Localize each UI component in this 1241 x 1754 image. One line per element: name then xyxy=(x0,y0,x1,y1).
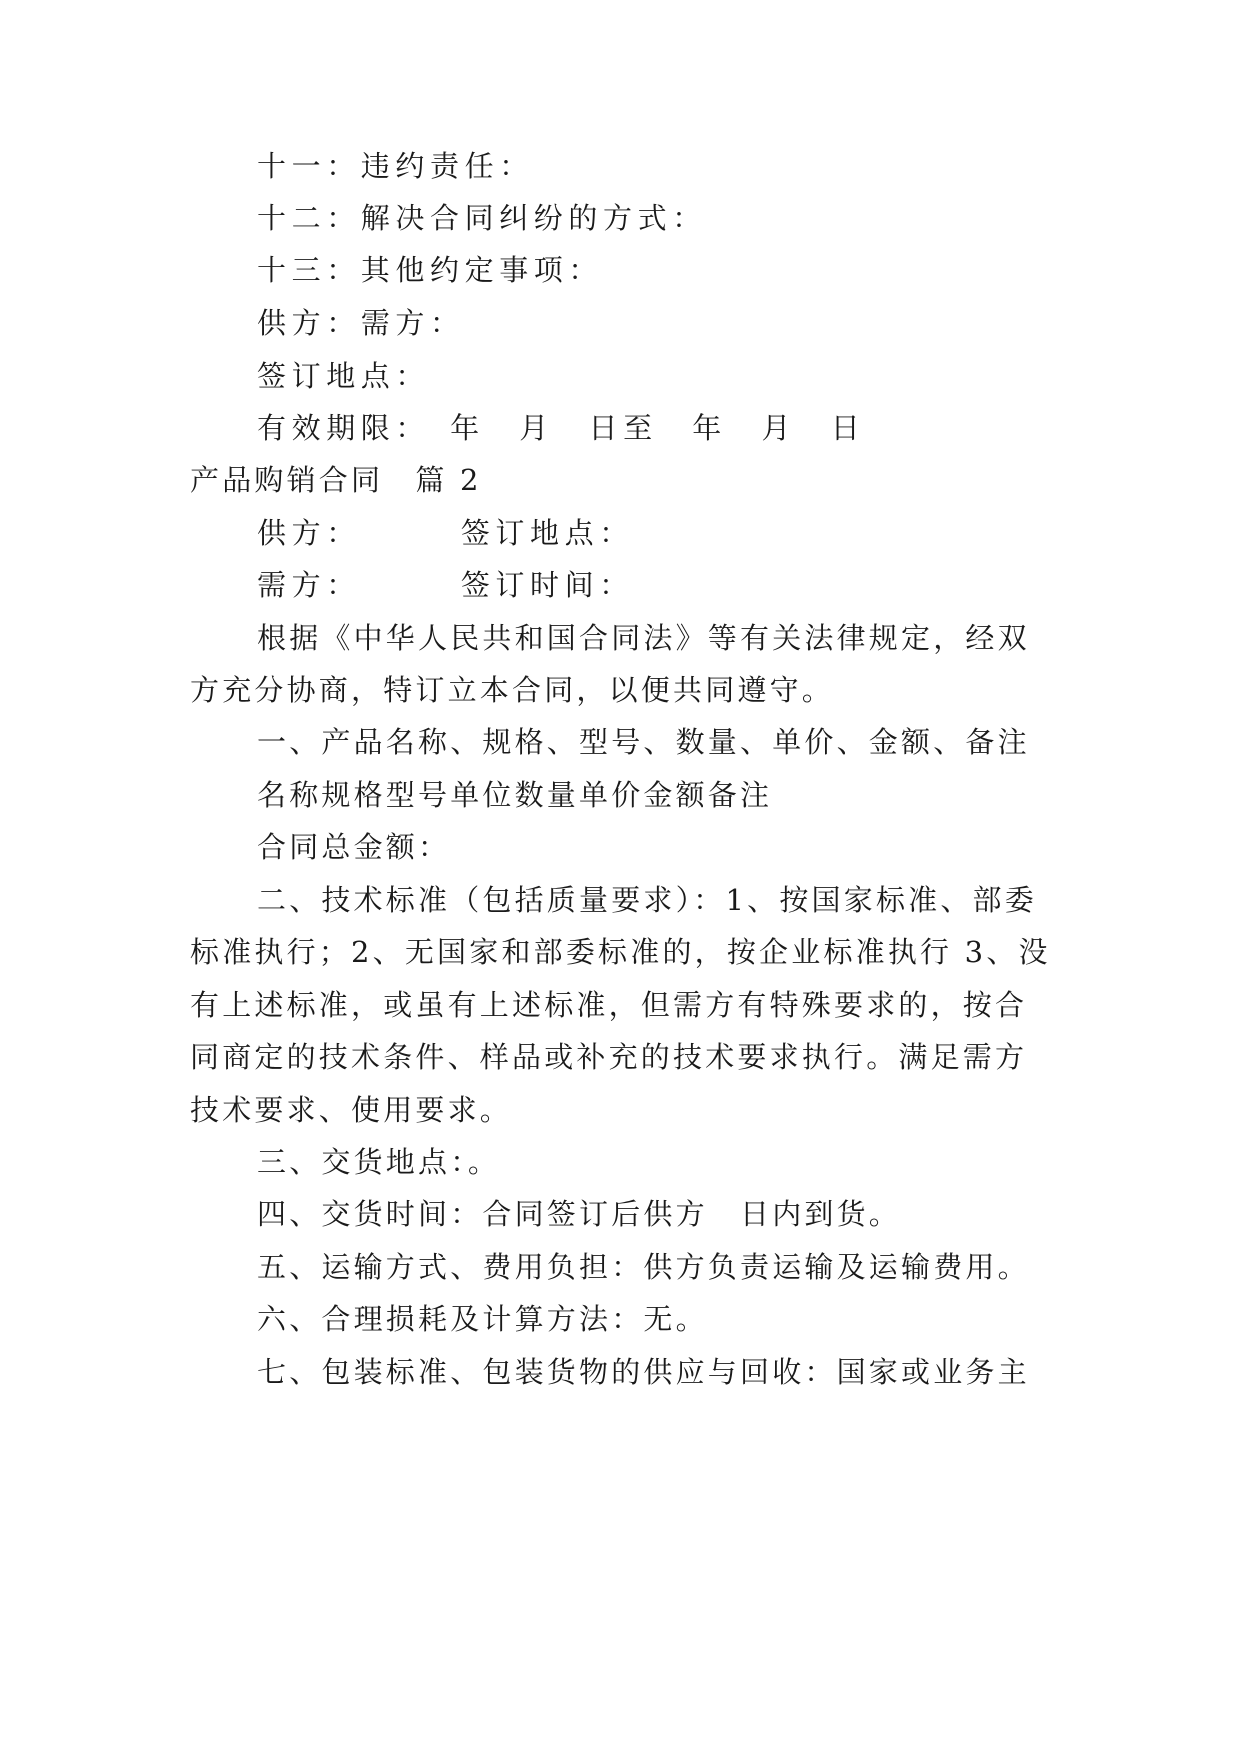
preamble-line-2: 方充分协商，特订立本合同，以便共同遵守。 xyxy=(190,673,835,707)
article-2-line-1: 二、技术标准（包括质量要求）：1、按国家标准、部委 xyxy=(257,883,1037,917)
total-amount: 合同总金额： xyxy=(257,830,451,864)
buyer-label: 需方： xyxy=(257,568,361,602)
article-1: 一、产品名称、规格、型号、数量、单价、金额、备注 xyxy=(257,725,1030,759)
article-2-line-4: 同商定的技术条件、样品或补充的技术要求执行。满足需方 xyxy=(190,1040,1028,1074)
signing-place: 签订地点： xyxy=(257,359,431,393)
clause-11: 十一：违约责任： xyxy=(257,149,534,183)
article-4: 四、交货时间：合同签订后供方 日内到货。 xyxy=(257,1197,902,1231)
article-5: 五、运输方式、费用负担：供方负责运输及运输费用。 xyxy=(257,1250,1030,1284)
article-6: 六、合理损耗及计算方法：无。 xyxy=(257,1302,708,1336)
validity-period: 有效期限： 年 月 日至 年 月 日 xyxy=(257,411,866,445)
article-2-line-2: 标准执行；2、无国家和部委标准的，按企业标准执行 3、没 xyxy=(190,935,1051,969)
preamble-line-1: 根据《中华人民共和国合同法》等有关法律规定，经双 xyxy=(257,621,1030,655)
section-title: 产品购销合同 篇 2 xyxy=(190,463,482,497)
clause-12: 十二：解决合同纠纷的方式： xyxy=(257,201,707,235)
table-header-text: 名称规格型号单位数量单价金额备注 xyxy=(257,778,773,812)
clause-13: 十三：其他约定事项： xyxy=(257,253,604,287)
signing-time-label: 签订时间： xyxy=(460,568,634,602)
article-3: 三、交货地点：。 xyxy=(257,1145,501,1179)
article-2-line-3: 有上述标准，或虽有上述标准，但需方有特殊要求的，按合 xyxy=(190,988,1028,1022)
supplier-label: 供方： xyxy=(257,516,361,550)
signing-place-label: 签订地点： xyxy=(460,516,634,550)
article-7: 七、包装标准、包装货物的供应与回收：国家或业务主 xyxy=(257,1355,1030,1389)
supplier-line xyxy=(257,513,1087,553)
buyer-line xyxy=(257,565,1087,605)
parties-line: 供方：需方： xyxy=(257,306,465,340)
article-2-line-5: 技术要求、使用要求。 xyxy=(190,1093,513,1127)
